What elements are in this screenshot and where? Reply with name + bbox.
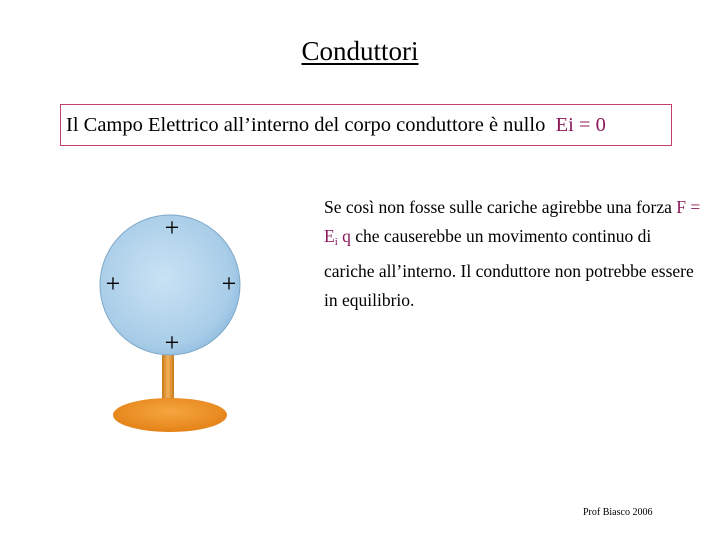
charged-conductor-figure: [95, 200, 265, 440]
explanation-text: [324, 193, 704, 315]
force-formula: $F = E_i$ q: [324, 197, 701, 248]
author-credit: Prof Biasco 2006: [583, 507, 653, 518]
stand-base: [113, 398, 227, 432]
charge-top: +: [164, 213, 180, 242]
charge-left: +: [105, 269, 121, 298]
explanation-part2: che causerebbe un movimento continuo di cariche all’interno. Il conduttore non potrebbe essere in equilibrio.: [324, 226, 694, 310]
charge-bottom: +: [164, 328, 180, 357]
slide-title: Conduttori: [301, 36, 419, 66]
explanation-part1: Se così non fosse sulle cariche agirebbe una forza: [324, 197, 672, 217]
charge-right: +: [221, 269, 237, 298]
statement-text: Il Campo Elettrico all’interno del corpo conduttore è nullo: [66, 113, 546, 136]
statement-box: [60, 104, 672, 146]
statement-formula: Ei = 0: [555, 113, 606, 136]
